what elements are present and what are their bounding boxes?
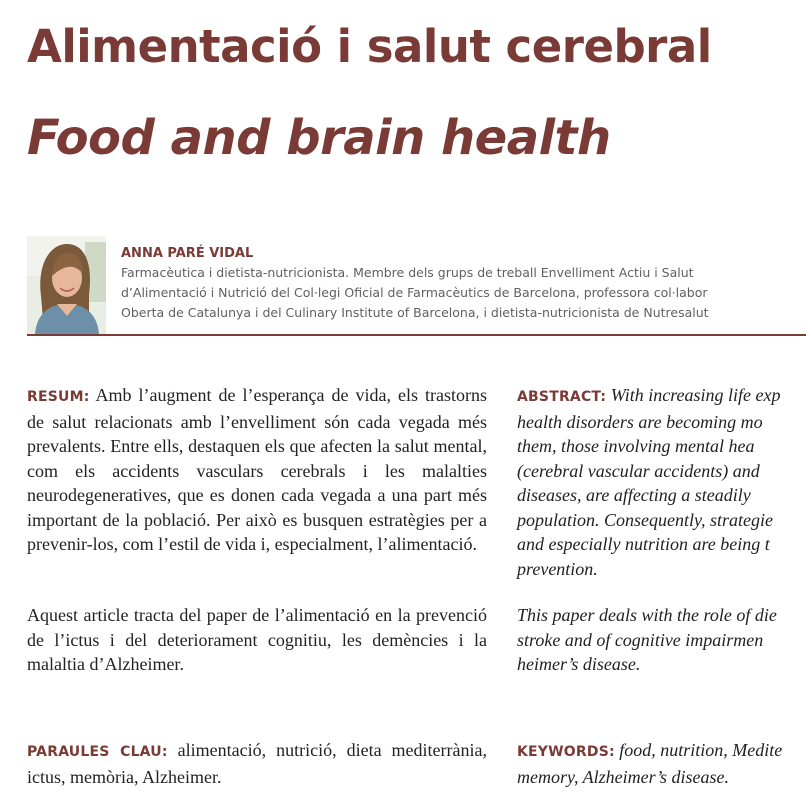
resum-text: Amb l’augment de l’esperança de vida, els trastorns de salut relacionats amb l’envelliment són cada vegada més prevalents. Entre ells, destaquen els que afecten la salut mental, com els accidents vasculars cerebrals i les malalties neurodegeneratives, que es donen cada vegada a una part més important de la població. Per això es busquen estratègies per a prevenir-los, com l’estil de vida i, especialment, l’alimentació. — [27, 385, 487, 554]
resum-section — [27, 383, 487, 557]
abstract-line: stroke and of cognitive impairmen — [517, 629, 764, 650]
abstract-line: diseases, are affecting a steadily — [517, 485, 751, 505]
author-bio-line: d’Alimentació i Nutrició del Col·legi Oficial de Farmacèutics de Barcelona, professora col·labor — [121, 285, 708, 300]
author-divider — [27, 334, 806, 336]
author-photo — [27, 236, 106, 334]
keywords-en-section — [517, 738, 806, 789]
keywords-en-text: food, nutrition, Medite — [614, 740, 783, 760]
abstract-line: (cerebral vascular accidents) and — [517, 460, 760, 481]
author-name: ANNA PARÉ VIDAL — [121, 246, 254, 261]
abstract-line: prevention. — [517, 558, 598, 579]
resum-paragraph — [27, 383, 487, 557]
abstract-line: With increasing life exp — [606, 385, 781, 405]
author-block — [27, 236, 806, 336]
resum-paragraph-2 — [27, 603, 487, 677]
article-title: Alimentació i salut cerebral — [27, 20, 712, 73]
abstract-paragraph-2 — [517, 603, 806, 677]
author-bio-line: Farmacèutica i dietista-nutricionista. Membre dels grups de treball Envelliment Actiu i Salut — [121, 265, 694, 280]
abstract-line: health disorders are becoming mo — [517, 411, 763, 432]
abstract-line: population. Consequently, strategie — [517, 509, 773, 530]
abstract-line: This paper deals with the role of die — [517, 605, 777, 625]
resum-text-2: Aquest article tracta del paper de l’alimentació en la prevenció de l’ictus i del deteriorament cognitiu, les demències i la malaltia d’Alzheimer. — [27, 605, 487, 674]
keywords-en-text-2: memory, Alzheimer’s disease. — [517, 766, 729, 787]
author-bio-line: Oberta de Catalunya i del Culinary Institute of Barcelona, i dietista-nutricionista de Nutresalut — [121, 305, 709, 320]
keywords-ca-section — [27, 738, 487, 789]
abstract-label: ABSTRACT: — [517, 389, 607, 405]
abstract-section — [517, 383, 806, 581]
abstract-line: them, those involving mental hea — [517, 436, 755, 456]
keywords-ca-text: alimentació, nutrició, dieta mediterrània, ictus, memòria, Alzheimer. — [27, 740, 487, 787]
abstract-line: and especially nutrition are being t — [517, 534, 770, 554]
resum-label: RESUM: — [27, 389, 90, 405]
abstract-line: heimer’s disease. — [517, 654, 641, 674]
keywords-ca-label: PARAULES CLAU: — [27, 744, 168, 760]
keywords-en-label: KEYWORDS: — [517, 744, 615, 760]
article-subtitle: Food and brain health — [27, 110, 611, 166]
